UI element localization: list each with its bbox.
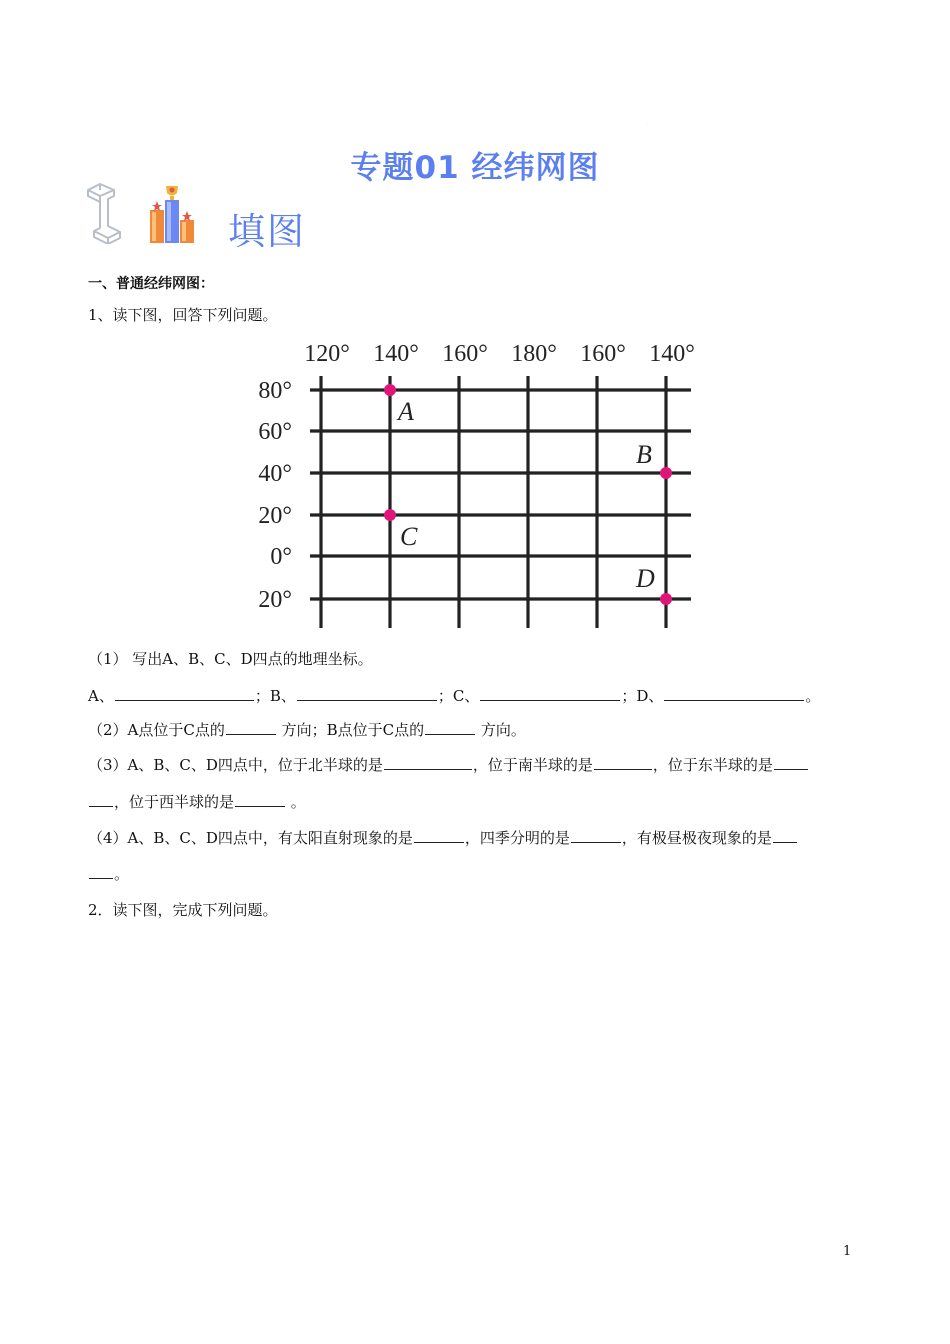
answer-blank-b[interactable] — [297, 686, 437, 701]
question-1-part-2 — [88, 719, 526, 740]
page-title: 专题01 经纬网图 — [350, 150, 600, 186]
question-1-part-1: （1） 写出A、B、C、D四点的地理坐标。 — [88, 650, 373, 668]
answer-blank-polar-cont[interactable] — [89, 864, 113, 879]
point-c-marker — [384, 509, 396, 521]
label-d: ；D、 — [621, 687, 664, 705]
label-a: A、 — [88, 687, 114, 705]
label-c: ；C、 — [437, 687, 480, 705]
part-3-text-d: ，位于西半球的是 — [114, 793, 235, 811]
section-heading: 一、普通经纬网图： — [88, 276, 214, 292]
lat-lon-grid-figure — [240, 336, 710, 640]
answer-blank-polar[interactable] — [773, 828, 797, 843]
part-2-text-a: （2）A点位于C点的 — [88, 721, 225, 739]
part-2-text-b: 方向；B点位于C点的 — [276, 721, 425, 739]
part-3-text-a: （3）A、B、C、D四点中，位于北半球的是 — [88, 756, 383, 774]
question-1-part-4-line-2 — [88, 863, 129, 884]
answer-coordinates-row — [88, 685, 820, 706]
answer-blank-d[interactable] — [664, 686, 804, 701]
part-4-text-a: （4）A、B、C、D四点中，有太阳直射现象的是 — [88, 829, 413, 847]
point-d-marker — [660, 593, 672, 605]
answer-blank-east[interactable] — [774, 755, 808, 770]
part-4-text-c: ，有极昼极夜现象的是 — [621, 829, 772, 847]
part-2-text-c: 方向。 — [476, 721, 526, 739]
label-b: ；B、 — [254, 687, 296, 705]
answer-blank-west[interactable] — [235, 792, 285, 807]
question-1-part-4-line-1 — [88, 827, 798, 848]
answer-blank-direction-2[interactable] — [425, 720, 475, 735]
question-1-part-3-line-2 — [88, 791, 306, 812]
part-3-text-e: 。 — [286, 793, 306, 811]
latitude-label: 20° — [258, 503, 292, 529]
answer-blank-north[interactable] — [384, 755, 472, 770]
answer-blank-c[interactable] — [480, 686, 620, 701]
longitude-label: 160° — [580, 341, 626, 367]
part-3-text-c: ，位于东半球的是 — [652, 756, 773, 774]
answer-blank-direction-1[interactable] — [226, 720, 276, 735]
longitude-label: 160° — [442, 341, 488, 367]
trophy-bar-chart-icon — [86, 182, 211, 248]
latitude-label: 40° — [258, 461, 292, 487]
part-4-text-b: ，四季分明的是 — [464, 829, 570, 847]
section-label: 填图 — [228, 210, 306, 253]
part-3-text-b: ，位于南半球的是 — [472, 756, 593, 774]
page-number: 1 — [843, 1244, 852, 1259]
longitude-label: 140° — [649, 341, 695, 367]
answer-blank-four-seasons[interactable] — [571, 828, 621, 843]
answer-blank-a[interactable] — [115, 686, 254, 701]
point-a-marker — [384, 384, 396, 396]
lat-lon-grid — [240, 336, 710, 636]
point-b-marker — [660, 467, 672, 479]
latitude-label: 60° — [258, 419, 292, 445]
part-4-text-d: 。 — [114, 865, 130, 883]
point-a-label: A — [398, 397, 414, 426]
answer-blank-east-cont[interactable] — [89, 792, 113, 807]
longitude-label: 120° — [304, 341, 350, 367]
label-end: 。 — [805, 687, 821, 705]
answer-blank-direct-sun[interactable] — [414, 828, 464, 843]
question-1-part-3-line-1 — [88, 754, 809, 775]
question-2-stem: 2．读下图，完成下列问题。 — [88, 901, 278, 919]
latitude-label: 0° — [270, 544, 292, 570]
point-b-label: B — [636, 440, 652, 469]
question-1-stem: 1、读下图，回答下列问题。 — [88, 306, 278, 324]
point-d-label: D — [636, 564, 655, 593]
scan-dot: . — [186, 1224, 188, 1229]
latitude-label: 80° — [258, 378, 292, 404]
scan-dot: . — [647, 120, 649, 125]
answer-blank-south[interactable] — [594, 755, 652, 770]
longitude-label: 140° — [373, 341, 419, 367]
longitude-label: 180° — [511, 341, 557, 367]
point-c-label: C — [400, 522, 418, 551]
latitude-label: 20° — [258, 587, 292, 613]
